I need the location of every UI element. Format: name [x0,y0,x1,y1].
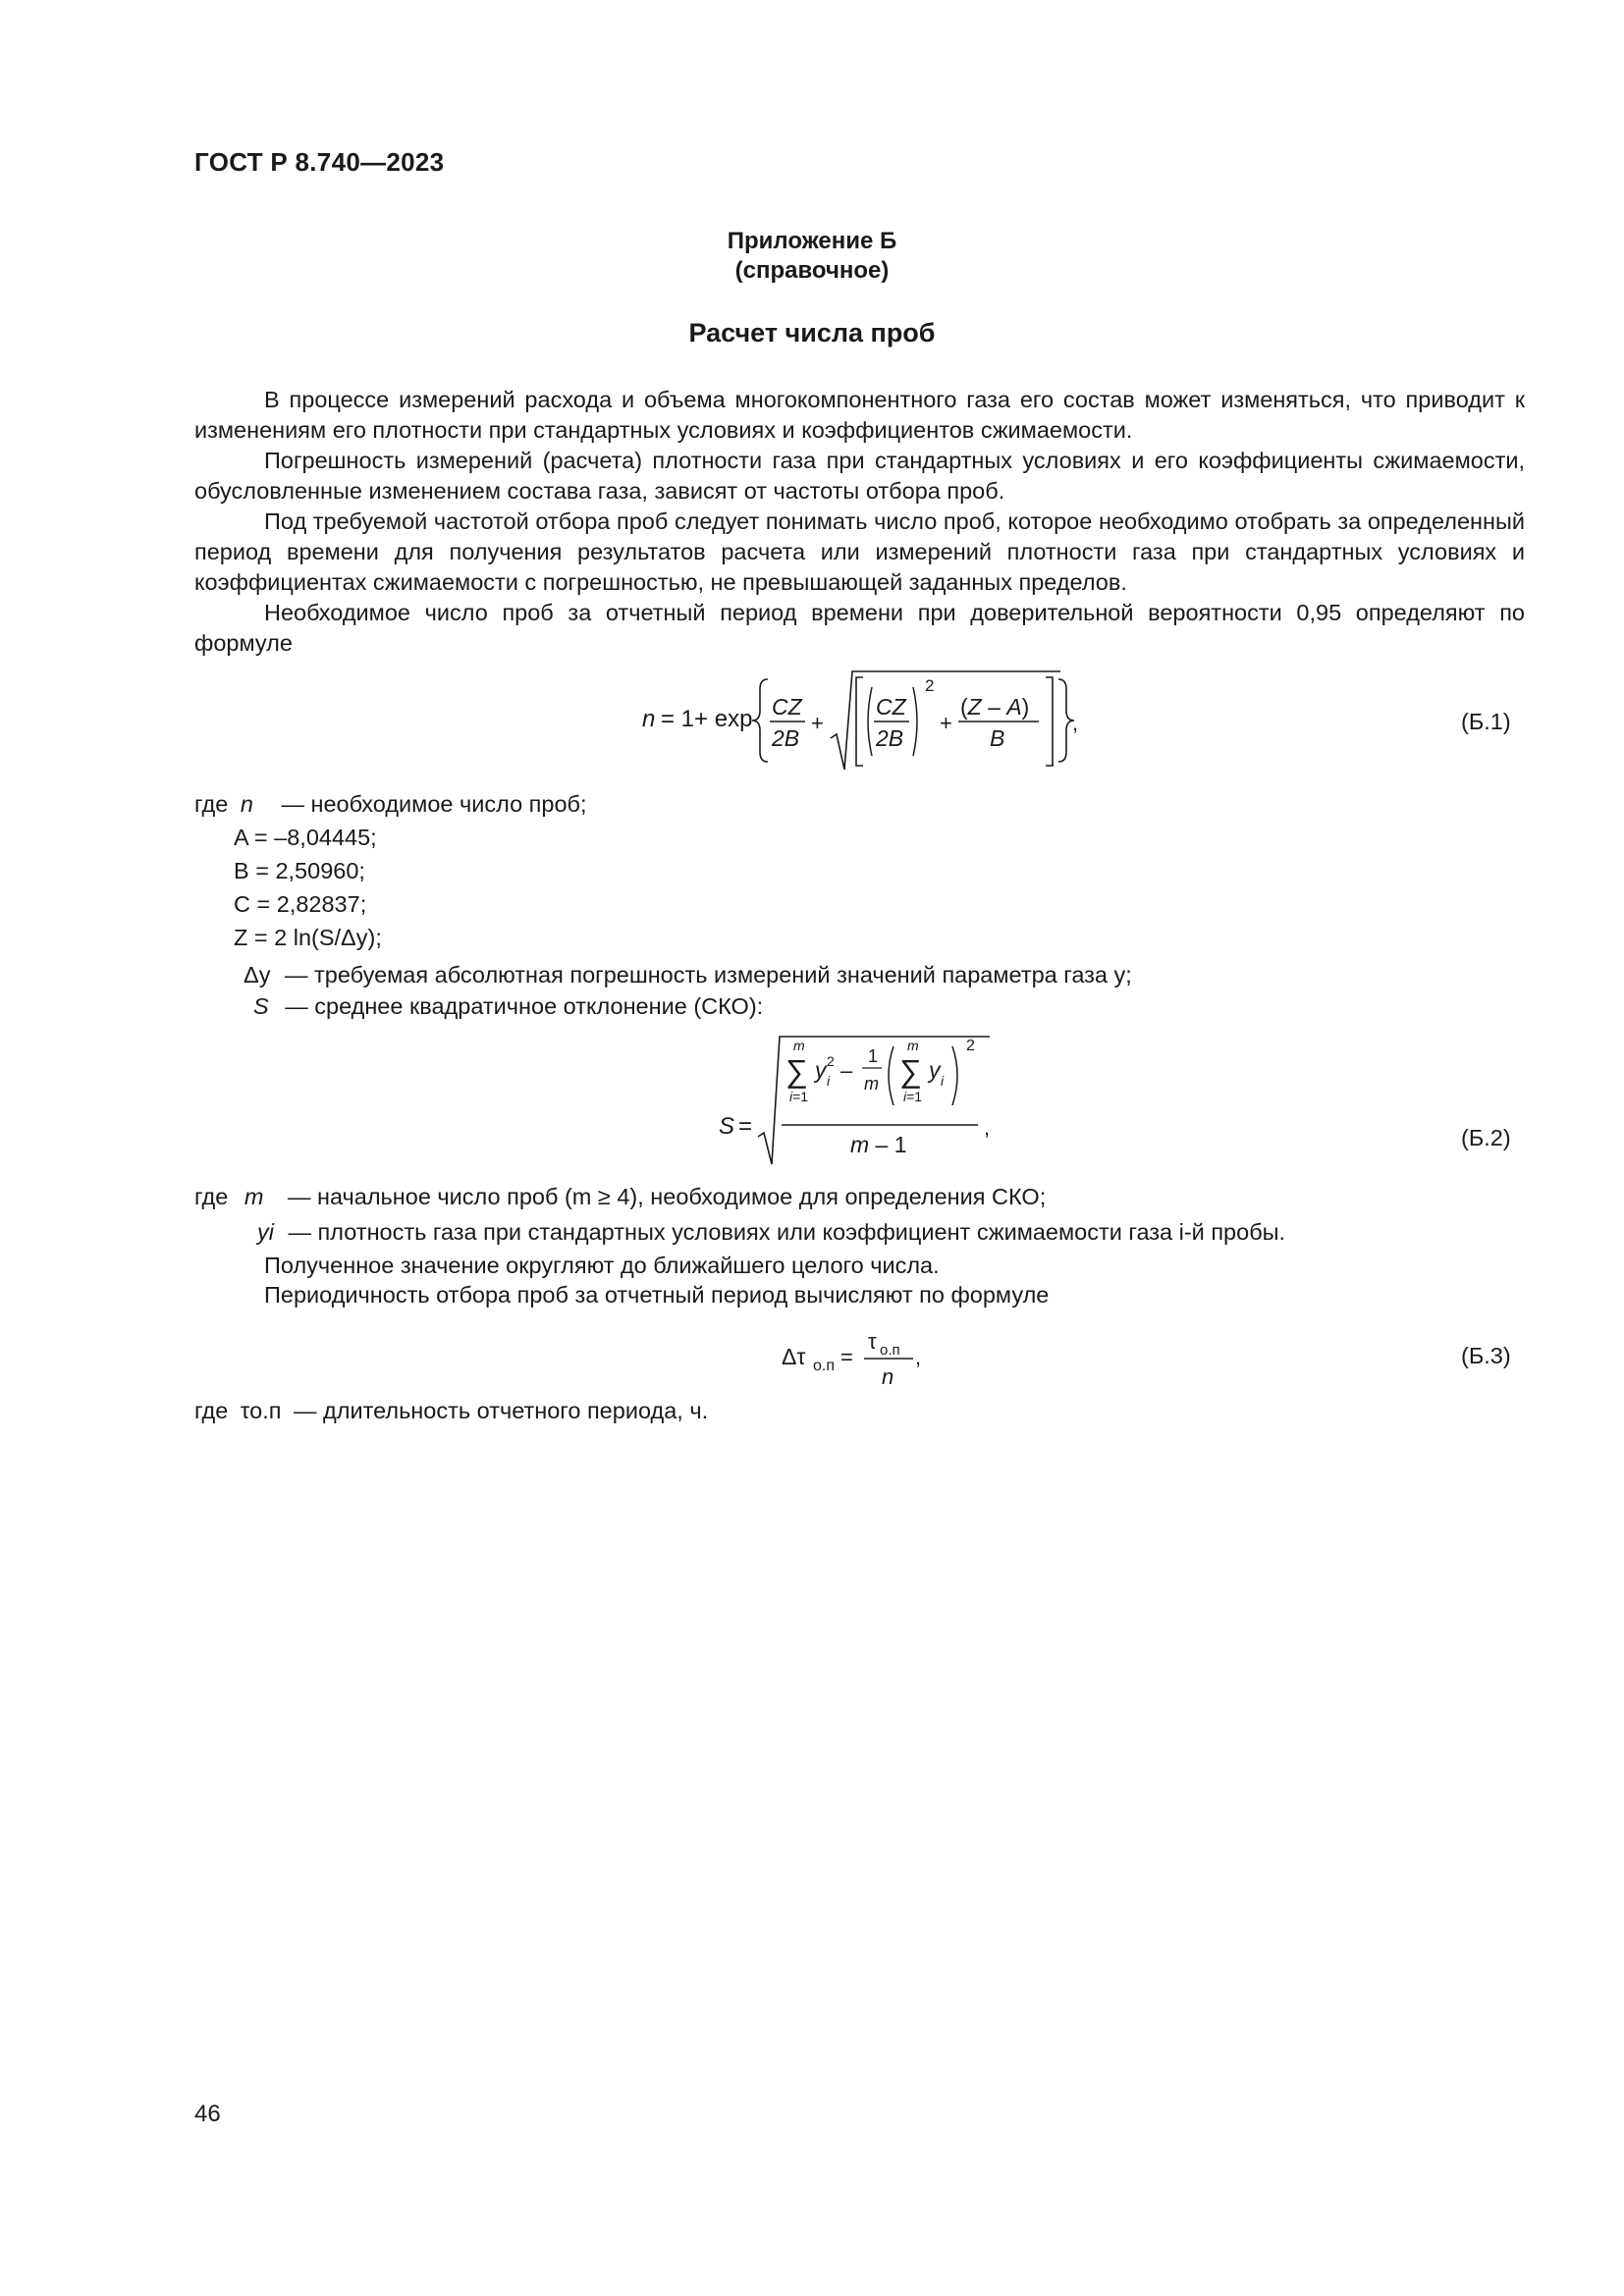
paragraph-3: Под требуемой частотой отбора проб следует понимать число проб, которое необходимо отобрать за определенный период времени для получения результатов расчета или измерений плотности газа при стандартных условиях и коэффициентах сжимаемости с погрешностью, не превышающей заданных пределов. [194,508,1525,595]
yi-description: — плотность газа при стандартных условиях или коэффициент сжимаемости газа i-й пробы. [288,1219,1286,1245]
svg-text:i: i [941,1073,945,1089]
equation-number-b2: (Б.2) [1461,1125,1511,1150]
svg-text:1: 1 [868,1046,879,1066]
m-description: — начальное число проб (m ≥ 4), необходимое для определения СКО; [287,1184,1047,1209]
value-b: B = 2,50960; [234,858,365,883]
svg-text:,: , [915,1345,922,1369]
annex-label: Приложение Б [727,228,897,254]
n-description: — необходимое число проб; [281,791,587,817]
value-c: C = 2,82837; [234,891,367,917]
svg-text:(Z – A): (Z – A) [960,694,1030,720]
where-lead-3: где [194,1398,229,1423]
svg-text:n: n [642,706,656,732]
svg-text:∑: ∑ [785,1053,808,1089]
symbol-n: n [240,791,253,817]
svg-text:2: 2 [925,676,935,695]
symbol-m: m [244,1184,264,1209]
svg-text:S: S [719,1113,735,1140]
delta-y-description: — требуемая абсолютная погрешность измерений значений параметра газа y; [284,962,1132,988]
value-z: Z = 2 ln(S/Δy); [234,925,382,950]
symbol-tau: τо.п [240,1398,282,1423]
svg-text:CZ: CZ [772,694,802,720]
value-a: A = –8,04445; [234,825,377,850]
annex-title: Расчет числа проб [688,318,936,347]
where-m-row [194,1184,1046,1210]
svg-text:2: 2 [966,1038,975,1054]
tau-description: — длительность отчетного периода, ч. [293,1398,709,1423]
svg-text:+: + [811,711,824,735]
where-tau-row [194,1398,708,1424]
paragraph-4: Необходимое число проб за отчетный период времени при доверительной вероятности 0,95 определяют по формуле [194,600,1525,656]
paragraph-1: В процессе измерений расхода и объема многокомпонентного газа его состав может изменяться, что приводит к изменениям его плотности при стандартных условиях и коэффициентов сжимаемости. [194,387,1525,443]
document-id: ГОСТ Р 8.740—2023 [194,147,445,177]
svg-text:+: + [940,711,952,735]
svg-text:τ: τ [868,1329,877,1354]
svg-text:о.п: о.п [813,1358,836,1374]
svg-text:m – 1: m – 1 [850,1132,907,1157]
svg-text:2: 2 [827,1053,835,1069]
formula-b1 [628,666,1080,775]
where-lead-2: где [194,1184,229,1209]
svg-text:m: m [793,1038,805,1053]
formula-b2 [705,1031,1000,1166]
svg-text:–: – [840,1058,853,1083]
where-yi-row [257,1219,1285,1246]
rounding-note: Полученное значение округляют до ближайшего целого числа. [264,1253,940,1278]
svg-text:,: , [984,1115,991,1140]
svg-text:B: B [990,725,1005,751]
period-intro: Периодичность отбора проб за отчетный период вычисляют по формуле [264,1282,1050,1308]
equation-number-b3: (Б.3) [1461,1343,1511,1368]
svg-text:=: = [738,1113,753,1140]
svg-text:i: i [827,1073,831,1089]
equation-number-b1: (Б.1) [1461,709,1511,734]
svg-text:y: y [929,1057,941,1083]
where-n-row [194,791,587,818]
where-s-row [253,993,763,1020]
paragraph-2: Погрешность измерений (расчета) плотности газа при стандартных условиях и его коэффициенты сжимаемости, обусловленные изменением состава газа, зависят от частоты отбора проб. [194,448,1525,504]
svg-text:2B: 2B [772,725,800,751]
where-lead: где [194,791,229,817]
svg-text:,: , [1072,711,1079,735]
svg-text:CZ: CZ [876,694,906,720]
svg-text:2B: 2B [876,725,904,751]
svg-text:m: m [864,1074,879,1094]
annex-kind: (справочное) [734,257,890,284]
svg-text:=: = [840,1345,853,1369]
formula-b3 [776,1323,933,1392]
svg-text:∑: ∑ [899,1053,922,1089]
svg-text:y: y [815,1057,827,1083]
svg-text:i=1: i=1 [789,1089,809,1104]
svg-text:о.п: о.п [880,1342,900,1359]
symbol-s: S [253,993,269,1019]
svg-text:m: m [907,1038,919,1053]
svg-text:= 1+ exp: = 1+ exp [661,706,753,732]
s-description: — среднее квадратичное отклонение (СКО): [285,993,764,1019]
svg-text:i=1: i=1 [903,1089,923,1104]
symbol-delta-y: Δy [244,962,271,988]
svg-text:n: n [882,1364,894,1389]
where-dy-row [244,962,1132,988]
symbol-yi: yi [257,1219,274,1245]
page-number: 46 [194,2101,221,2127]
svg-text:Δτ: Δτ [782,1344,806,1369]
